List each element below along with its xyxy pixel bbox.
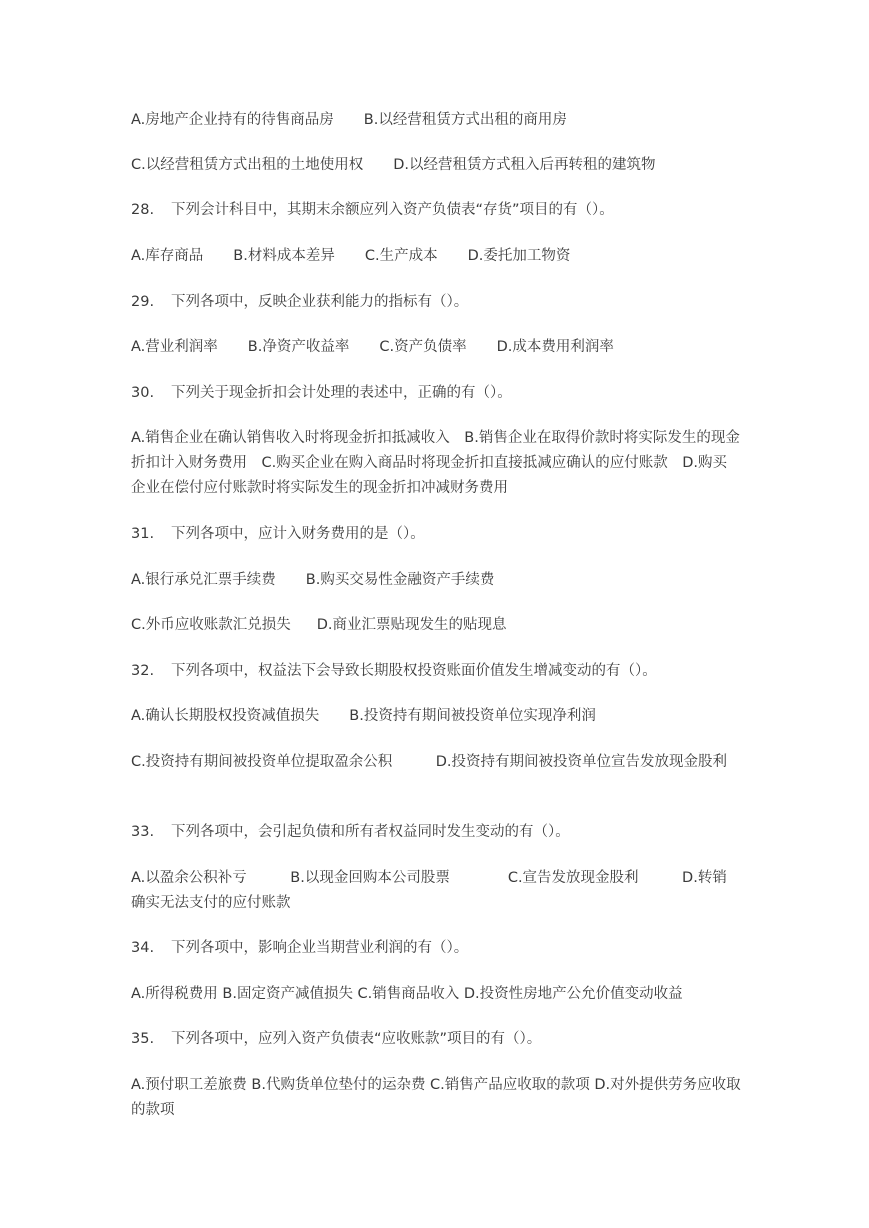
question-number: 32. — [131, 663, 155, 679]
question-number: 29. — [131, 294, 155, 310]
option-paragraph — [131, 750, 741, 775]
question-line — [131, 820, 741, 845]
option-text: B.以经营租赁方式出租的商用房 — [363, 112, 567, 128]
option-text: A.以盈余公积补亏 B.以现金回购本公司股票 C.宣告发放现金股利 D.转销确实无法支付的应付账款 — [131, 870, 727, 911]
question-text: 下列各项中，应计入财务费用的是（）。 — [171, 526, 425, 542]
option-text: D.商业汇票贴现发生的贴现息 — [316, 617, 507, 633]
option-line — [131, 244, 741, 269]
option-text: C.外币应收账款汇兑损失 — [131, 617, 291, 633]
question-text: 下列各项中，权益法下会导致长期股权投资账面价值发生增减变动的有（）。 — [171, 663, 657, 679]
option-text: A.银行承兑汇票手续费 — [131, 572, 276, 588]
option-line — [131, 613, 741, 638]
question-text: 下列各项中，影响企业当期营业利润的有（）。 — [171, 940, 469, 956]
option-paragraph — [131, 866, 741, 916]
question-line — [131, 522, 741, 547]
option-paragraph — [131, 426, 741, 501]
option-text: B.材料成本差异 — [233, 248, 335, 264]
question-number: 30. — [131, 385, 155, 401]
option-line — [131, 568, 741, 593]
option-text: A.房地产企业持有的待售商品房 — [131, 112, 334, 128]
question-number: 28. — [131, 202, 155, 218]
question-number: 35. — [131, 1031, 155, 1047]
option-text: A.库存商品 — [131, 248, 204, 264]
question-line — [131, 381, 741, 406]
question-text: 下列关于现金折扣会计处理的表述中，正确的有（）。 — [171, 385, 512, 401]
option-text: A.确认长期股权投资减值损失 — [131, 708, 320, 724]
option-line — [131, 335, 741, 360]
question-number: 34. — [131, 940, 155, 956]
question-line — [131, 936, 741, 961]
option-text: C.生产成本 — [364, 248, 438, 264]
option-text: C.以经营租赁方式出租的土地使用权 — [131, 157, 364, 173]
option-text: A.所得税费用 B.固定资产减值损失 C.销售商品收入 D.投资性房地产公允价值变动收益 — [131, 986, 683, 1002]
option-text: A.预付职工差旅费 B.代购货单位垫付的运杂费 C.销售产品应收取的款项 D.对外提供劳务应收取的款项 — [131, 1077, 741, 1118]
option-line — [131, 982, 741, 1007]
option-text: D.以经营租赁方式租入后再转租的建筑物 — [393, 157, 656, 173]
option-text: C.投资持有期间被投资单位提取盈余公积 D.投资持有期间被投资单位宣告发放现金股利 — [131, 754, 728, 770]
question-text: 下列会计科目中，其期末余额应列入资产负债表“存货”项目的有（）。 — [171, 202, 614, 218]
option-text: B.投资持有期间被投资单位实现净利润 — [349, 708, 596, 724]
question-line — [131, 290, 741, 315]
question-line — [131, 198, 741, 223]
option-text: A.营业利润率 — [131, 339, 218, 355]
question-line — [131, 1027, 741, 1052]
question-text: 下列各项中，会引起负债和所有者权益同时发生变动的有（）。 — [171, 824, 570, 840]
question-line — [131, 659, 741, 684]
option-line — [131, 108, 741, 133]
option-paragraph — [131, 1073, 741, 1123]
question-text: 下列各项中，应列入资产负债表“应收账款”项目的有（）。 — [171, 1031, 542, 1047]
option-line — [131, 153, 741, 178]
option-text: D.成本费用利润率 — [496, 339, 614, 355]
option-text: B.净资产收益率 — [247, 339, 350, 355]
option-text: B.购买交易性金融资产手续费 — [305, 572, 495, 588]
question-number: 33. — [131, 824, 155, 840]
question-number: 31. — [131, 526, 155, 542]
question-text: 下列各项中，反映企业获利能力的指标有（）。 — [171, 294, 469, 310]
option-text: D.委托加工物资 — [467, 248, 571, 264]
option-line — [131, 704, 741, 729]
option-text: A.销售企业在确认销售收入时将现金折扣抵减收入 B.销售企业在取得价款时将实际发生的现金折扣计入财务费用 C.购买企业在购入商品时将现金折扣直接抵减应确认的应付账款 D.购买企业在偿付应付账款时将实际发生的现金折扣冲减财务费用 — [131, 430, 740, 496]
option-text: C.资产负债率 — [379, 339, 467, 355]
